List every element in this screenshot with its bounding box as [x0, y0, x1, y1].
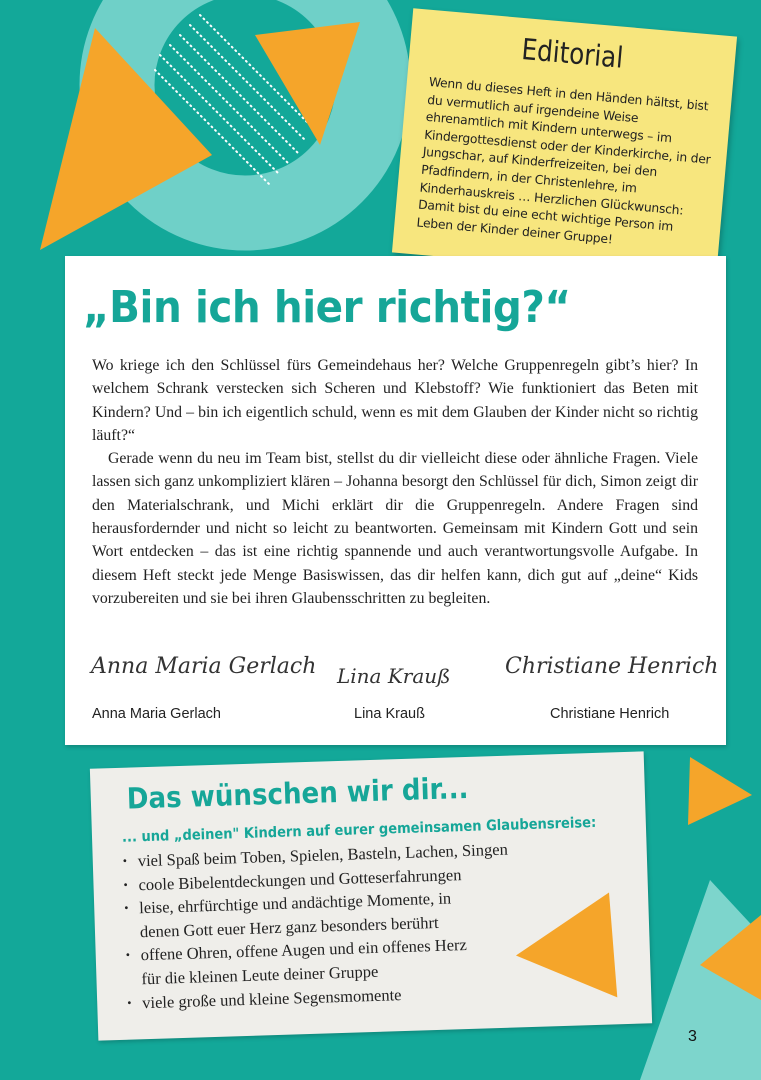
- orange-triangle: [688, 757, 752, 825]
- article-headline: „Bin ich hier richtig?“: [83, 282, 571, 333]
- list-item: • coole Bibelentdeckungen und Gotteserfahrungen: [123, 861, 509, 897]
- list-item: • viele große und kleine Segensmomente: [127, 979, 513, 1015]
- list-item: • leise, ehrfürchtige und andächtige Momente, in denen Gott euer Herz ganz besonders berührt: [124, 885, 490, 944]
- page-number: 3: [688, 1028, 697, 1045]
- orange-triangle: [514, 891, 647, 1005]
- wishes-title: Das wünschen wir dir...: [126, 770, 469, 816]
- signature-name: Christiane Henrich: [550, 706, 670, 722]
- article-body: [92, 354, 698, 610]
- editorial-note: [392, 8, 737, 280]
- paragraph: Wo kriege ich den Schlüssel fürs Gemeindehaus her? Welche Gruppenregeln gibt’s hier? In welchem Schrank verstecken sich Scheren und Klebstoff? Wie funktioniert das Beten mit Kindern? Und – bin ich eigentlich schuld, wenn es mit dem Glauben der Kinder nicht so richtig läuft?“: [92, 357, 698, 444]
- signature-name: Lina Krauß: [354, 706, 425, 722]
- list-item: • viel Spaß beim Toben, Spielen, Basteln, Lachen, Singen: [122, 838, 508, 874]
- wishes-card: [90, 751, 652, 1040]
- signature-image: Christiane Henrich: [505, 654, 719, 679]
- wishes-subtitle: ... und „deinen" Kindern auf eurer gemeinsamen Glaubensreise:: [121, 814, 597, 846]
- signature-image: Anna Maria Gerlach: [91, 654, 317, 679]
- editorial-title: Editorial: [520, 31, 625, 75]
- signature-image: Lina Krauß: [337, 664, 451, 688]
- list-item: • offene Ohren, offene Augen und ein offenes Herz für die kleinen Leute deiner Gruppe: [125, 933, 471, 991]
- paragraph: Gerade wenn du neu im Team bist, stellst du dir vielleicht diese oder ähnliche Fragen. Viele lassen sich ganz unkompliziert klären – Johanna besorgt den Schlüssel für dich, Simon zeigt dir den Materialschrank, und Michi erklärt dir die Gruppenregeln. Andere Fragen sind herausfordernder und nicht so leicht zu beantworten. Gemeinsam mit Kindern Gott und sein Wort entdecken – das ist eine richtig spannende und auch verantwortungsvolle Aufgabe. In diesem Heft steckt jede Menge Basiswissen, das dir helfen kann, dich gut auf „deine“ Kids vorzubereiten und sie bei ihren Glaubensschritten zu begleiten.: [92, 450, 698, 607]
- article-card: [65, 256, 726, 745]
- wishes-list: [122, 838, 512, 1015]
- editorial-text: Wenn du dieses Heft in den Händen hältst, bist du vermutlich auf irgendeine Weise ehrenamtlich mit Kindern unterwegs – im Kindergottesdienst oder der Kinderkirche, in der Jungschar, auf Kinderfreizeiten, bei den Pfadfindern, in der Christenlehre, im Kinderhauskreis … Herzlichen Glückwunsch: Damit bist du eine echt wichtige Person im Leben der Kinder deiner Gruppe!: [416, 74, 712, 247]
- signature-name: Anna Maria Gerlach: [92, 706, 221, 722]
